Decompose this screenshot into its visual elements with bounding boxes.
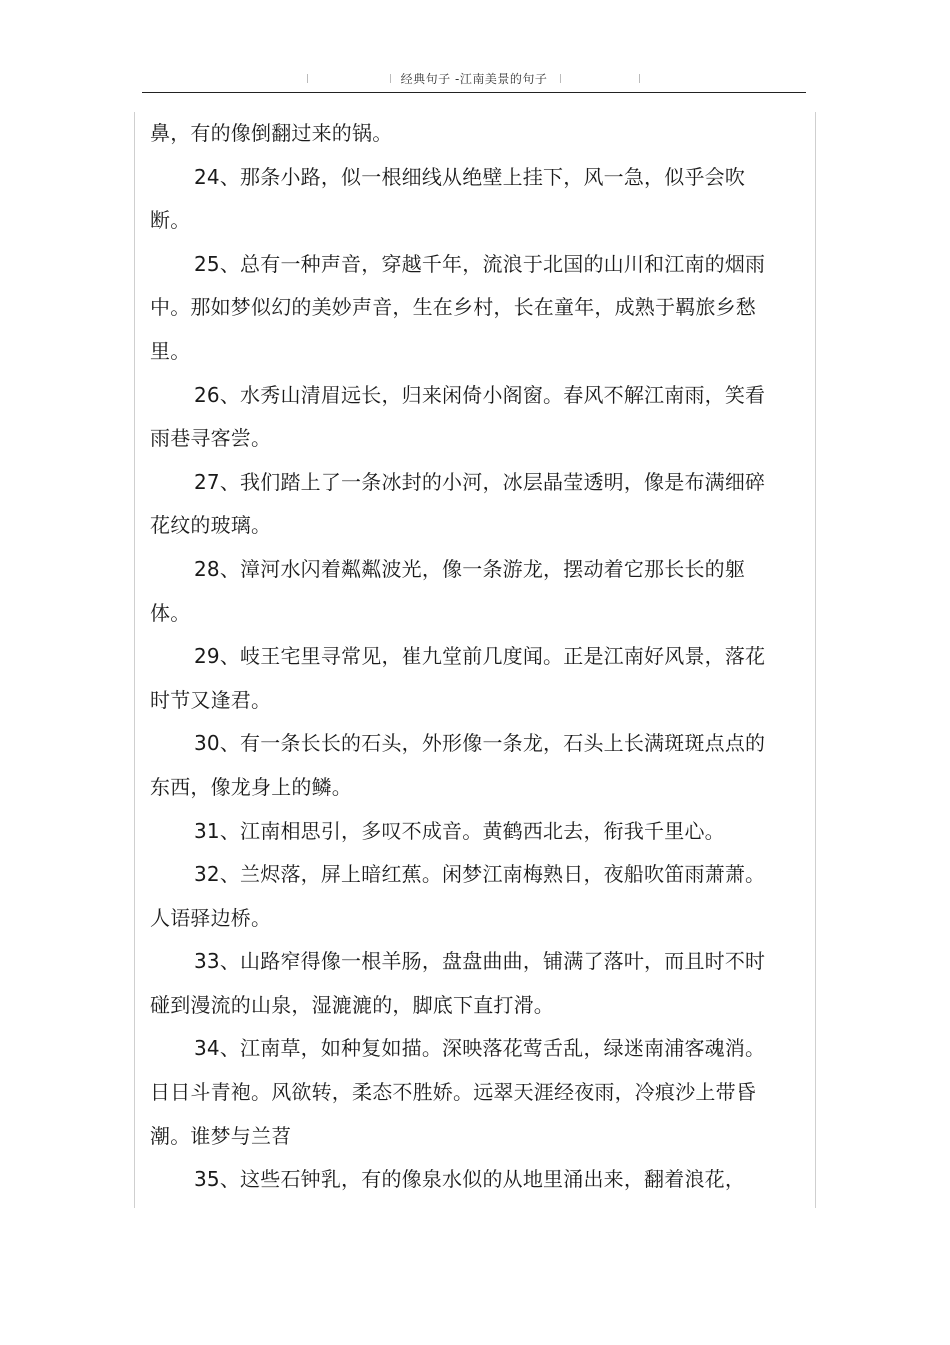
paragraph-25: 25、总有一种声音，穿越千年，流浪于北国的山川和江南的烟雨中。那如梦似幻的美妙声音，生在乡村，长在童年，成熟于羁旅乡愁里。 xyxy=(150,251,766,363)
paragraph-26: 26、水秀山清眉远长，归来闲倚小阁窗。春风不解江南雨，笑看雨巷寻客尝。 xyxy=(150,382,766,451)
paragraph-34: 34、江南草，如种复如描。深映落花莺舌乱，绿迷南浦客魂消。日日斗青袍。风欲转，柔态不胜娇。远翠天涯经夜雨，冷痕沙上带昏潮。谁梦与兰苕 xyxy=(150,1036,766,1148)
document-body xyxy=(150,112,776,1202)
header-title: 经典句子 -江南美景的句子 xyxy=(400,72,548,86)
paragraph-continuation: 鼻，有的像倒翻过来的锅。 xyxy=(150,121,393,145)
paragraph-27: 27、我们踏上了一条冰封的小河，冰层晶莹透明，像是布满细碎花纹的玻璃。 xyxy=(150,469,766,538)
paragraph-33: 33、山路窄得像一根羊肠，盘盘曲曲，铺满了落叶，而且时不时碰到漫流的山泉，湿漉漉的，脚底下直打滑。 xyxy=(150,949,766,1017)
paragraph-31: 31、江南相思引，多叹不成音。黄鹤西北去，衔我千里心。 xyxy=(194,818,725,843)
paragraph-29: 29、岐王宅里寻常见，崔九堂前几度闻。正是江南好风景，落花时节又逢君。 xyxy=(150,644,766,712)
page-header xyxy=(142,64,806,93)
paragraph-24: 24、那条小路，似一根细线从绝壁上挂下，风一急，似乎会吹断。 xyxy=(150,164,746,233)
paragraph-35: 35、这些石钟乳，有的像泉水似的从地里涌出来，翻着浪花， xyxy=(194,1167,746,1192)
paragraph-28: 28、漳河水闪着粼粼波光，像一条游龙，摆动着它那长长的躯体。 xyxy=(150,556,746,625)
paragraph-32: 32、兰烬落，屏上暗红蕉。闲梦江南梅熟日，夜船吹笛雨萧萧。人语驿边桥。 xyxy=(150,862,766,930)
paragraph-30: 30、有一条长长的石头，外形像一条龙，石头上长满斑斑点点的东西，像龙身上的鳞。 xyxy=(150,731,766,799)
left-margin-line xyxy=(134,112,135,1208)
right-margin-line xyxy=(815,112,816,1208)
